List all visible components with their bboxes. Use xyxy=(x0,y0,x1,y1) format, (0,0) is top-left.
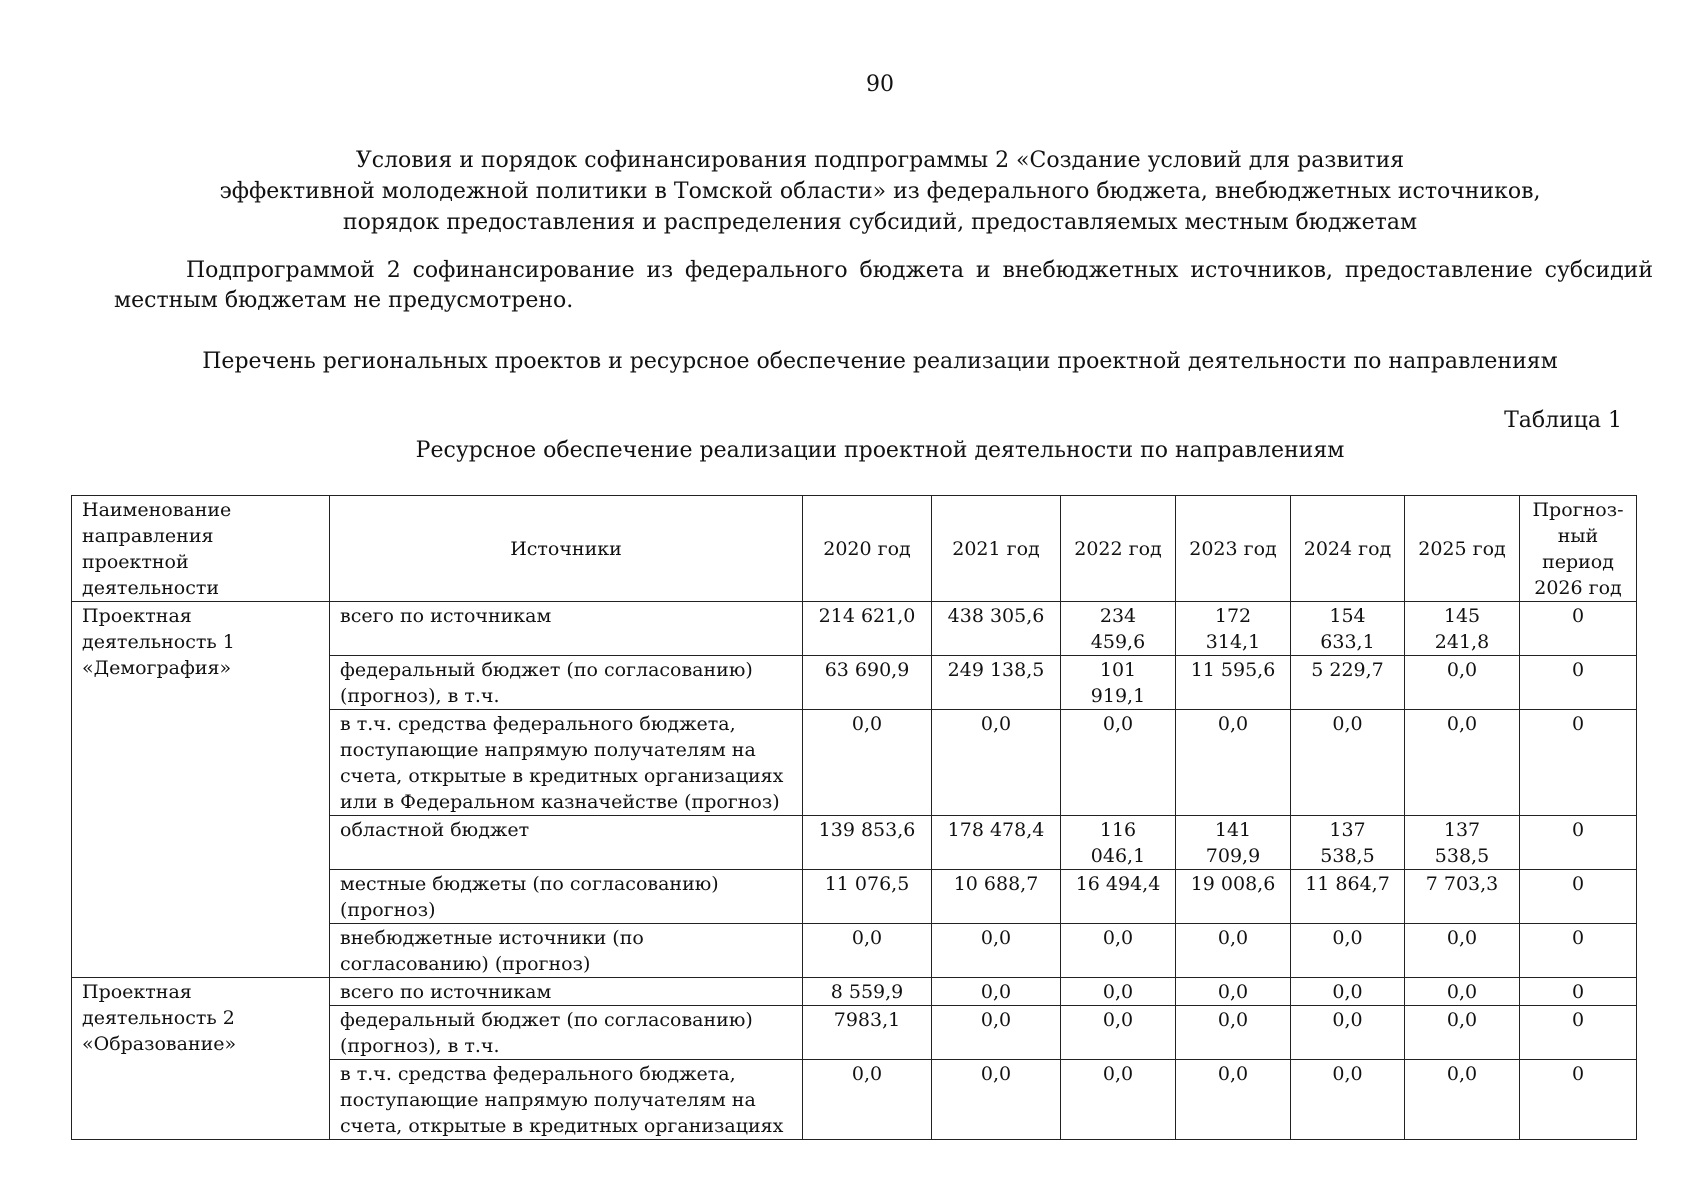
table-header-row xyxy=(72,496,1637,602)
value-cell: 8 559,9 xyxy=(803,978,932,1006)
value-cell: 11 076,5 xyxy=(803,870,932,924)
value-cell: 0 xyxy=(1520,816,1637,870)
header-2025: 2025 год xyxy=(1405,496,1520,602)
value-cell: 63 690,9 xyxy=(803,656,932,710)
value-cell: 249 138,5 xyxy=(932,656,1061,710)
value-cell: 0,0 xyxy=(1176,1006,1291,1060)
source-cell: федеральный бюджет (по согласованию) (прогноз), в т.ч. xyxy=(330,656,803,710)
value-cell: 0,0 xyxy=(1405,1060,1520,1140)
value-cell: 0,0 xyxy=(803,710,932,816)
value-cell: 0 xyxy=(1520,1006,1637,1060)
value-cell: 0 xyxy=(1520,710,1637,816)
source-cell: местные бюджеты (по согласованию) (прогноз) xyxy=(330,870,803,924)
value-cell: 234 459,6 xyxy=(1061,602,1176,656)
value-cell: 139 853,6 xyxy=(803,816,932,870)
page-number: 90 xyxy=(866,72,894,97)
source-cell: в т.ч. средства федерального бюджета, поступающие напрямую получателям на счета, открытые в кредитных организациях xyxy=(330,1060,803,1140)
source-cell: всего по источникам xyxy=(330,602,803,656)
value-cell: 0 xyxy=(1520,870,1637,924)
value-cell: 5 229,7 xyxy=(1291,656,1405,710)
header-2023: 2023 год xyxy=(1176,496,1291,602)
value-cell: 154 633,1 xyxy=(1291,602,1405,656)
value-cell: 137 538,5 xyxy=(1405,816,1520,870)
value-cell: 7 703,3 xyxy=(1405,870,1520,924)
value-cell: 0 xyxy=(1520,924,1637,978)
value-cell: 214 621,0 xyxy=(803,602,932,656)
section-title: Перечень региональных проектов и ресурсное обеспечение реализации проектной деятельности по направлениям xyxy=(202,349,1558,374)
value-cell: 101 919,1 xyxy=(1061,656,1176,710)
source-cell: федеральный бюджет (по согласованию) (прогноз), в т.ч. xyxy=(330,1006,803,1060)
header-2020: 2020 год xyxy=(803,496,932,602)
heading-line-2: эффективной молодежной политики в Томской области» из федерального бюджета, внебюджетных источников, xyxy=(219,179,1541,204)
header-sources: Источники xyxy=(330,496,803,602)
value-cell: 0,0 xyxy=(932,924,1061,978)
value-cell: 0,0 xyxy=(1061,924,1176,978)
intro-paragraph-line-2: местным бюджетам не предусмотрено. xyxy=(114,288,574,313)
value-cell: 0,0 xyxy=(1405,1006,1520,1060)
group-name-education: Проектная деятельность 2 «Образование» xyxy=(72,978,330,1140)
value-cell: 0,0 xyxy=(1405,656,1520,710)
value-cell: 7983,1 xyxy=(803,1006,932,1060)
value-cell: 0,0 xyxy=(1061,978,1176,1006)
value-cell: 0,0 xyxy=(1176,1060,1291,1140)
value-cell: 0,0 xyxy=(803,924,932,978)
value-cell: 0,0 xyxy=(1176,978,1291,1006)
value-cell: 0,0 xyxy=(1061,1006,1176,1060)
value-cell: 11 595,6 xyxy=(1176,656,1291,710)
heading-line-1: Условия и порядок софинансирования подпрограммы 2 «Создание условий для развития xyxy=(355,148,1405,173)
value-cell: 16 494,4 xyxy=(1061,870,1176,924)
value-cell: 19 008,6 xyxy=(1176,870,1291,924)
header-2022: 2022 год xyxy=(1061,496,1176,602)
table-caption: Ресурсное обеспечение реализации проектной деятельности по направлениям xyxy=(415,438,1345,463)
table-label: Таблица 1 xyxy=(1504,408,1622,433)
value-cell: 172 314,1 xyxy=(1176,602,1291,656)
value-cell: 0,0 xyxy=(803,1060,932,1140)
value-cell: 0,0 xyxy=(1291,710,1405,816)
value-cell: 0,0 xyxy=(1405,978,1520,1006)
value-cell: 0 xyxy=(1520,978,1637,1006)
source-cell: областной бюджет xyxy=(330,816,803,870)
value-cell: 0,0 xyxy=(1176,710,1291,816)
intro-paragraph xyxy=(114,256,1653,316)
value-cell: 0,0 xyxy=(1291,978,1405,1006)
value-cell: 178 478,4 xyxy=(932,816,1061,870)
value-cell: 116 046,1 xyxy=(1061,816,1176,870)
value-cell: 11 864,7 xyxy=(1291,870,1405,924)
group-name-demography: Проектная деятельность 1 «Демография» xyxy=(72,602,330,978)
document-heading xyxy=(100,145,1660,238)
value-cell: 10 688,7 xyxy=(932,870,1061,924)
value-cell: 145 241,8 xyxy=(1405,602,1520,656)
value-cell: 0,0 xyxy=(1061,1060,1176,1140)
value-cell: 0,0 xyxy=(932,978,1061,1006)
value-cell: 0,0 xyxy=(932,710,1061,816)
value-cell: 438 305,6 xyxy=(932,602,1061,656)
value-cell: 0,0 xyxy=(932,1006,1061,1060)
header-2021: 2021 год xyxy=(932,496,1061,602)
header-name: Наименование направления проектной деятельности xyxy=(72,496,330,602)
value-cell: 0 xyxy=(1520,656,1637,710)
value-cell: 137 538,5 xyxy=(1291,816,1405,870)
table-row xyxy=(72,978,1637,1006)
value-cell: 0,0 xyxy=(1291,924,1405,978)
table-row xyxy=(72,602,1637,656)
value-cell: 0,0 xyxy=(1291,1060,1405,1140)
value-cell: 0,0 xyxy=(1405,924,1520,978)
source-cell: всего по источникам xyxy=(330,978,803,1006)
resource-table xyxy=(71,495,1637,1140)
value-cell: 0,0 xyxy=(1291,1006,1405,1060)
value-cell: 0 xyxy=(1520,602,1637,656)
value-cell: 0,0 xyxy=(1405,710,1520,816)
value-cell: 0 xyxy=(1520,1060,1637,1140)
heading-line-3: порядок предоставления и распределения субсидий, предоставляемых местным бюджетам xyxy=(342,210,1418,235)
value-cell: 141 709,9 xyxy=(1176,816,1291,870)
intro-paragraph-line-1: Подпрограммой 2 софинансирование из федерального бюджета и внебюджетных источников, предоставление субсидий xyxy=(186,258,1653,283)
header-forecast: Прогноз-ный период 2026 год xyxy=(1520,496,1637,602)
value-cell: 0,0 xyxy=(1176,924,1291,978)
source-cell: внебюджетные источники (по согласованию) (прогноз) xyxy=(330,924,803,978)
value-cell: 0,0 xyxy=(1061,710,1176,816)
value-cell: 0,0 xyxy=(932,1060,1061,1140)
header-2024: 2024 год xyxy=(1291,496,1405,602)
source-cell: в т.ч. средства федерального бюджета, поступающие напрямую получателям на счета, открытые в кредитных организациях или в Федеральном казначействе (прогноз) xyxy=(330,710,803,816)
